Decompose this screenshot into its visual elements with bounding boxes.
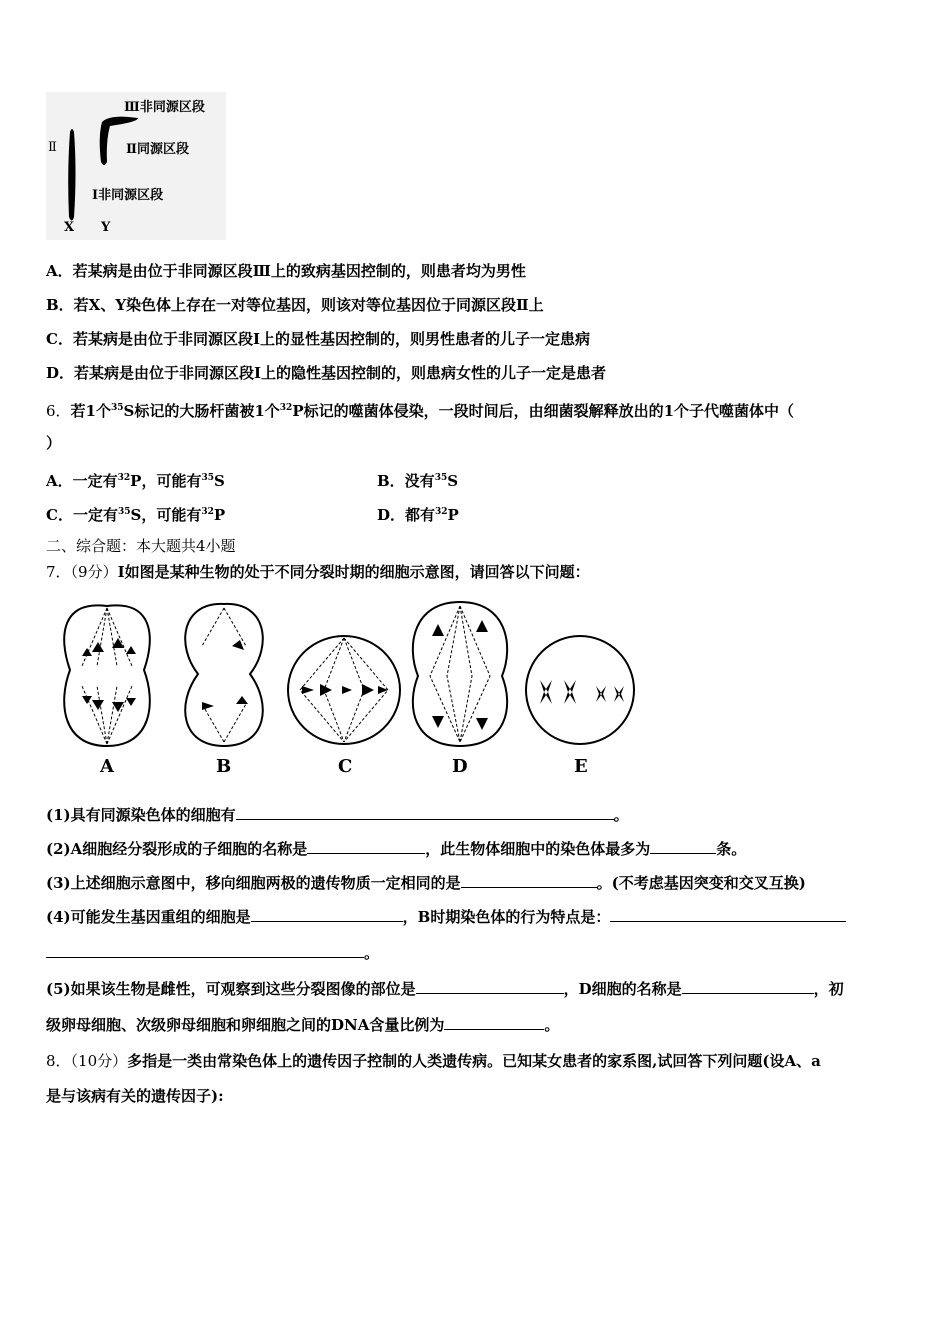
- q7-part-5: [46, 979, 844, 999]
- q7-p5-text2: ，D细胞的名称是: [563, 980, 682, 998]
- q7-part-4-cont: [46, 943, 379, 963]
- q6-stem: [46, 398, 794, 421]
- q6-opt-a-text2: P，可能有: [130, 472, 202, 490]
- cell-c-chromosomes: [302, 684, 388, 696]
- q8-number: 8．: [46, 1052, 71, 1070]
- q7-p2-text2: ，此生物体细胞中的染色体最多为: [425, 840, 651, 858]
- q7-p3-blank[interactable]: [461, 873, 597, 888]
- cell-a-chromosomes-bottom: [82, 696, 136, 712]
- label-x: X: [64, 220, 75, 235]
- cell-d-chromosomes: [432, 620, 488, 730]
- cell-label-e: E: [574, 756, 588, 777]
- q7-p5-text1: (5)如果该生物是雌性，可观察到这些分裂图像的部位是: [46, 980, 416, 998]
- cell-b-membrane: [185, 604, 263, 746]
- cell-d-membrane: [413, 602, 507, 746]
- q6-opt-a-sup1: 32: [117, 473, 131, 483]
- q8-stem: [46, 1051, 821, 1071]
- q7-part-1: [46, 805, 629, 825]
- q7-p5-blank1[interactable]: [416, 979, 564, 994]
- cell-label-a: A: [100, 756, 114, 777]
- q7-p3-text1: (3)上述细胞示意图中，移向细胞两极的遗传物质一定相同的是: [46, 874, 461, 892]
- q6-opt-b-text2: S: [447, 472, 459, 490]
- q6-opt-c-text1: C．一定有: [46, 506, 118, 524]
- q6-opt-a-text3: S: [213, 472, 225, 490]
- q7-score: （9分）: [70, 563, 118, 581]
- cell-label-b: B: [216, 756, 232, 777]
- label-homologous-segment-ii: Ⅱ同源区段: [126, 142, 189, 157]
- q7-p4-text2: ，B时期染色体的行为特点是：: [402, 908, 611, 926]
- q7-p5-text3: ，初: [813, 980, 844, 998]
- q7-p4-blank2[interactable]: [610, 907, 846, 922]
- q6-sup-35: 35: [110, 403, 124, 413]
- q6-opt-c-text2: S，可能有: [130, 506, 202, 524]
- q6-opt-c-sup1: 35: [117, 507, 131, 517]
- q6-text-a: 若1个: [70, 402, 111, 420]
- cell-a-spindle: [82, 608, 132, 744]
- section-2-heading: 二、综合题：本大题共4小题: [46, 537, 236, 555]
- q8-stem-cont: 是与该病有关的遗传因子):: [46, 1087, 224, 1105]
- cell-b-spindle: [202, 608, 246, 742]
- cell-label-c: C: [338, 756, 353, 777]
- q7-p1-blank[interactable]: [236, 805, 614, 820]
- q6-close-paren: ）: [46, 434, 62, 452]
- q6-opt-d-text2: P: [447, 506, 459, 524]
- label-segment-iii: Ⅲ非同源区段: [124, 100, 205, 115]
- q7-p5-blank3[interactable]: [444, 1015, 544, 1030]
- q7-part-4: [46, 907, 846, 927]
- cell-e-chromosomes: [540, 680, 624, 704]
- q6-text-c: P标记的噬菌体侵染，一段时间后，由细菌裂解释放出的1个子代噬菌体中（: [292, 402, 795, 420]
- q6-sup-32: 32: [279, 403, 293, 413]
- q6-opt-a-sup2: 35: [201, 473, 214, 483]
- q5-option-a: A．若某病是由位于非同源区段Ⅲ上的致病基因控制的，则患者均为男性: [46, 262, 526, 280]
- cell-label-d: D: [452, 756, 468, 777]
- label-segment-i: Ⅰ非同源区段: [92, 188, 164, 203]
- q7-p5-end: 。: [544, 1016, 560, 1034]
- q6-opt-b-sup: 35: [434, 473, 448, 483]
- cell-division-figure: [52, 596, 652, 786]
- q7-part-5-cont: [46, 1015, 559, 1035]
- q6-opt-c-sup2: 32: [201, 507, 214, 517]
- q6-opt-d-sup: 32: [435, 507, 448, 517]
- q8-stem-text1: 多指是一类由常染色体上的遗传因子控制的人类遗传病。已知某女患者的家系图,试回答下列问题(设A、a: [127, 1052, 821, 1070]
- label-y: Y: [101, 220, 111, 235]
- q6-option-a: [46, 468, 225, 491]
- q5-option-c: C．若某病是由位于非同源区段Ⅰ上的显性基因控制的，则男性患者的儿子一定患病: [46, 330, 590, 348]
- q6-option-d: [377, 502, 459, 525]
- q5-option-b: B．若X、Y染色体上存在一对等位基因，则该对等位基因位于同源区段Ⅱ上: [46, 296, 544, 314]
- xy-chromosome-figure: [46, 92, 226, 240]
- q7-p4-blank1[interactable]: [251, 907, 403, 922]
- label-ii: Ⅱ: [48, 140, 57, 155]
- q7-p1-end: 。: [613, 806, 629, 824]
- q6-option-b: [377, 468, 458, 491]
- q7-p2-blank1[interactable]: [307, 839, 425, 854]
- q7-p3-text2: 。(不考虑基因突变和交叉互换): [596, 874, 806, 892]
- q7-p2-blank2[interactable]: [650, 839, 716, 854]
- q6-option-c: [46, 502, 225, 525]
- q7-p1-text: (1)具有同源染色体的细胞有: [46, 806, 236, 824]
- q8-score: （10分）: [70, 1052, 128, 1070]
- q6-opt-b-text1: B．没有: [377, 472, 435, 490]
- q7-p2-text1: (2)A细胞经分裂形成的子细胞的名称是: [46, 840, 308, 858]
- q7-stem: [46, 562, 590, 582]
- cell-b-chromosomes: [202, 640, 248, 710]
- q7-p5-text4: 级卵母细胞、次级卵母细胞和卵细胞之间的DNA含量比例为: [46, 1016, 445, 1034]
- q5-option-d: D．若某病是由位于非同源区段Ⅰ上的隐性基因控制的，则患病女性的儿子一定是患者: [46, 364, 607, 382]
- q7-part-3: [46, 873, 806, 893]
- cell-e-membrane: [526, 636, 634, 744]
- x-chromosome: [68, 129, 75, 221]
- q7-p4-text1: (4)可能发生基因重组的细胞是: [46, 908, 251, 926]
- q7-p2-text3: 条。: [716, 840, 747, 858]
- q7-p4-blank2-cont[interactable]: [46, 943, 364, 958]
- q7-stem-text: Ⅰ如图是某种生物的处于不同分裂时期的细胞示意图，请回答以下问题：: [117, 563, 590, 581]
- q7-p4-end: 。: [364, 944, 380, 962]
- q7-number: 7．: [46, 563, 71, 581]
- q6-number: 6．: [46, 402, 71, 420]
- q7-p5-blank2[interactable]: [682, 979, 814, 994]
- cell-a-membrane: [64, 605, 150, 746]
- q6-text-b: S标记的大肠杆菌被1个: [123, 402, 280, 420]
- q6-opt-c-text3: P: [213, 506, 226, 524]
- q6-opt-a-text1: A．一定有: [46, 472, 118, 490]
- q7-part-2: [46, 839, 746, 859]
- q6-opt-d-text1: D．都有: [377, 506, 436, 524]
